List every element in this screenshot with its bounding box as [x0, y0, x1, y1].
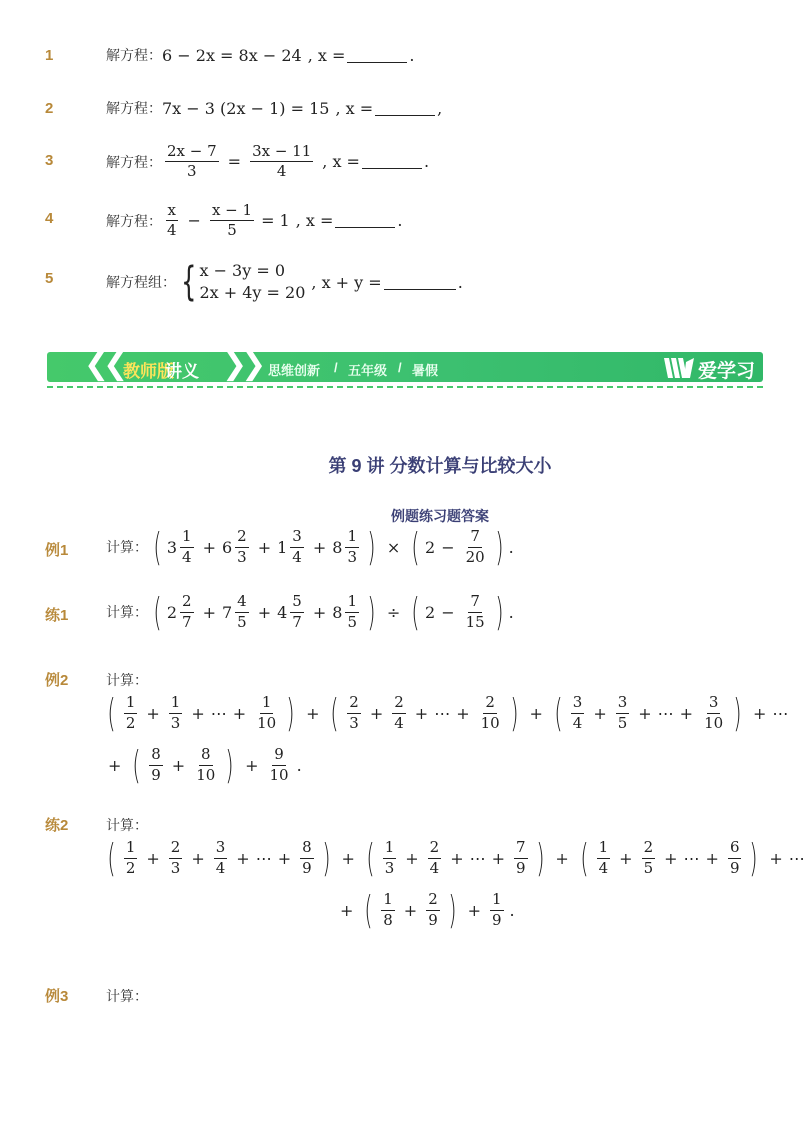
question-1: 解方程： 6 − 2x = 8x − 24 , x = .: [106, 45, 415, 65]
operator: ×: [386, 537, 401, 557]
fraction: $\frac{2x - 7}{3}$: [167, 142, 217, 181]
mixed-number: 3 $\frac{1}{4}$: [166, 527, 192, 566]
practice-tag: 练1: [45, 607, 69, 624]
punctuation: .: [397, 211, 403, 231]
equation-rhs: = 1: [261, 211, 290, 231]
question-label: 解方程组：: [106, 275, 176, 291]
banner-title-notes: 讲义: [165, 362, 199, 381]
punctuation: .: [457, 272, 463, 292]
question-4: 解方程： $\frac{x}{4}$ − $\frac{x - 1}{5}$ = 1 , x = .: [106, 201, 403, 240]
banner-term: 暑假: [412, 363, 439, 378]
example-label: 计算：: [106, 540, 148, 556]
answer-blank[interactable]: [384, 275, 456, 290]
answer-blank[interactable]: [335, 213, 395, 228]
equation: 6 − 2x = 8x − 24: [162, 45, 302, 65]
banner-title-teacher: 教师版: [123, 362, 174, 381]
example-label: 计算：: [106, 605, 148, 621]
question-number: 3: [45, 152, 54, 169]
banner-grade: 五年级: [348, 363, 388, 378]
brand-logo-text: 爱学习: [698, 361, 756, 382]
punctuation: ,: [437, 98, 443, 118]
practice-tag: 练2: [45, 817, 69, 834]
page-title: 第 9 讲 分数计算与比较大小: [328, 456, 552, 476]
banner-subject: 思维创新: [268, 363, 321, 378]
mixed-number: 6 $\frac{2}{3}$: [221, 527, 247, 566]
answer-prompt: x =: [317, 45, 346, 65]
fraction: $\frac{x}{4}$: [167, 201, 177, 240]
fraction: $\frac{3x - 11}{4}$: [252, 142, 312, 181]
question-3: 解方程： $\frac{2x - 7}{3}$ = $\frac{3x - 11}{4}$ , x = .: [106, 142, 430, 181]
mixed-number: 1 $\frac{3}{4}$: [277, 527, 302, 566]
answer-prompt: x =: [305, 211, 334, 231]
answer-blank[interactable]: [347, 48, 407, 63]
practice-1: 计算： ( 2 $\frac{2}{7}$ + 7 $\frac{4}{5}$ + 4 $\frac{5}{7}$ + 8 $\frac{1}{5}$ ) ÷ ( 2 − $\frac{7}{15}$ ) .: [106, 590, 514, 634]
example-tag: 例2: [45, 672, 69, 689]
system-equation-1: x − 3y = 0: [199, 261, 286, 280]
banner-divider: [47, 386, 763, 388]
banner-separator: /: [398, 360, 402, 375]
example-tag: 例3: [45, 988, 69, 1005]
example-label: 计算：: [106, 818, 148, 834]
mixed-number: 4 $\frac{5}{7}$: [277, 592, 302, 631]
answer-blank[interactable]: [362, 154, 422, 169]
chevron-right-icon: ❯❯: [222, 347, 261, 382]
page-subtitle: 例题练习题答案: [391, 508, 489, 524]
mixed-number: 2 $\frac{2}{7}$: [166, 592, 192, 631]
question-label: 解方程：: [106, 101, 162, 117]
operator: ÷: [386, 602, 401, 622]
question-label: 解方程：: [106, 154, 162, 171]
punctuation: .: [409, 45, 415, 65]
question-number: 1: [45, 47, 54, 64]
example-tag: 例1: [45, 542, 69, 559]
question-label: 解方程：: [106, 48, 162, 64]
banner-separator: /: [334, 360, 338, 375]
equation: 7x − 3 (2x − 1) = 15: [162, 98, 330, 118]
answer-prompt: x =: [332, 152, 360, 172]
brace-icon: {: [181, 259, 197, 305]
question-number: 2: [45, 100, 54, 117]
mixed-number: 8 $\frac{1}{3}$: [332, 527, 357, 566]
question-5: 解方程组： { x − 3y = 0 2x + 4y = 20 , x + y = .: [106, 259, 463, 305]
chevron-left-icon: ❮❮: [84, 347, 123, 382]
question-number: 4: [45, 210, 54, 227]
question-2: 解方程： 7x − 3 (2x − 1) = 15 , x = ,: [106, 98, 443, 118]
question-label: 解方程：: [106, 213, 162, 230]
example-label: 计算：: [106, 989, 148, 1005]
practice-2-line-1: ( $\frac{1}{2}$ + $\frac{2}{3}$ + $\frac{3}{4}$ + ⋯ + $\frac{8}{9}$ ) + ( $\frac{1}{3}$ + $\frac{2}{4}$ + ⋯ + $\frac{7}{9}$ ) + ( $\frac{1}{4}$ + $\frac{2}{5}$ + ⋯ + $\frac{6}{9}$ ) + ⋯: [107, 836, 805, 880]
mixed-number: 7 $\frac{4}{5}$: [221, 592, 247, 631]
answer-blank[interactable]: [375, 101, 435, 116]
mixed-number: 8 $\frac{1}{5}$: [332, 592, 357, 631]
logo-icon: [662, 354, 696, 380]
answer-prompt: x =: [345, 98, 374, 118]
practice-2-line-2: + ( $\frac{1}{8}$ + $\frac{2}{9}$ ) + $\frac{1}{9}$ .: [340, 888, 515, 932]
question-number: 5: [45, 270, 54, 287]
example-2-line-2: + ( $\frac{8}{9}$ + $\frac{8}{10}$ ) + $\frac{9}{10}$ .: [108, 743, 302, 787]
answer-prompt: x + y =: [321, 272, 382, 292]
example-label: 计算：: [106, 673, 148, 689]
system-equation-2: 2x + 4y = 20: [199, 283, 306, 302]
example-2-line-1: ( $\frac{1}{2}$ + $\frac{1}{3}$ + ⋯ + $\frac{1}{10}$ ) + ( $\frac{2}{3}$ + $\frac{2}{4}$ + ⋯ + $\frac{2}{10}$ ) + ( $\frac{3}{4}$ + $\frac{3}{5}$ + ⋯ + $\frac{3}{10}$ ) + ⋯: [107, 691, 789, 735]
example-1: 计算： ( 3 $\frac{1}{4}$ + 6 $\frac{2}{3}$ + 1 $\frac{3}{4}$ + 8 $\frac{1}{3}$ ) × ( 2 − $\frac{7}{20}$ ) .: [106, 525, 514, 569]
punctuation: .: [423, 152, 430, 172]
fraction: $\frac{x - 1}{5}$: [211, 201, 253, 240]
